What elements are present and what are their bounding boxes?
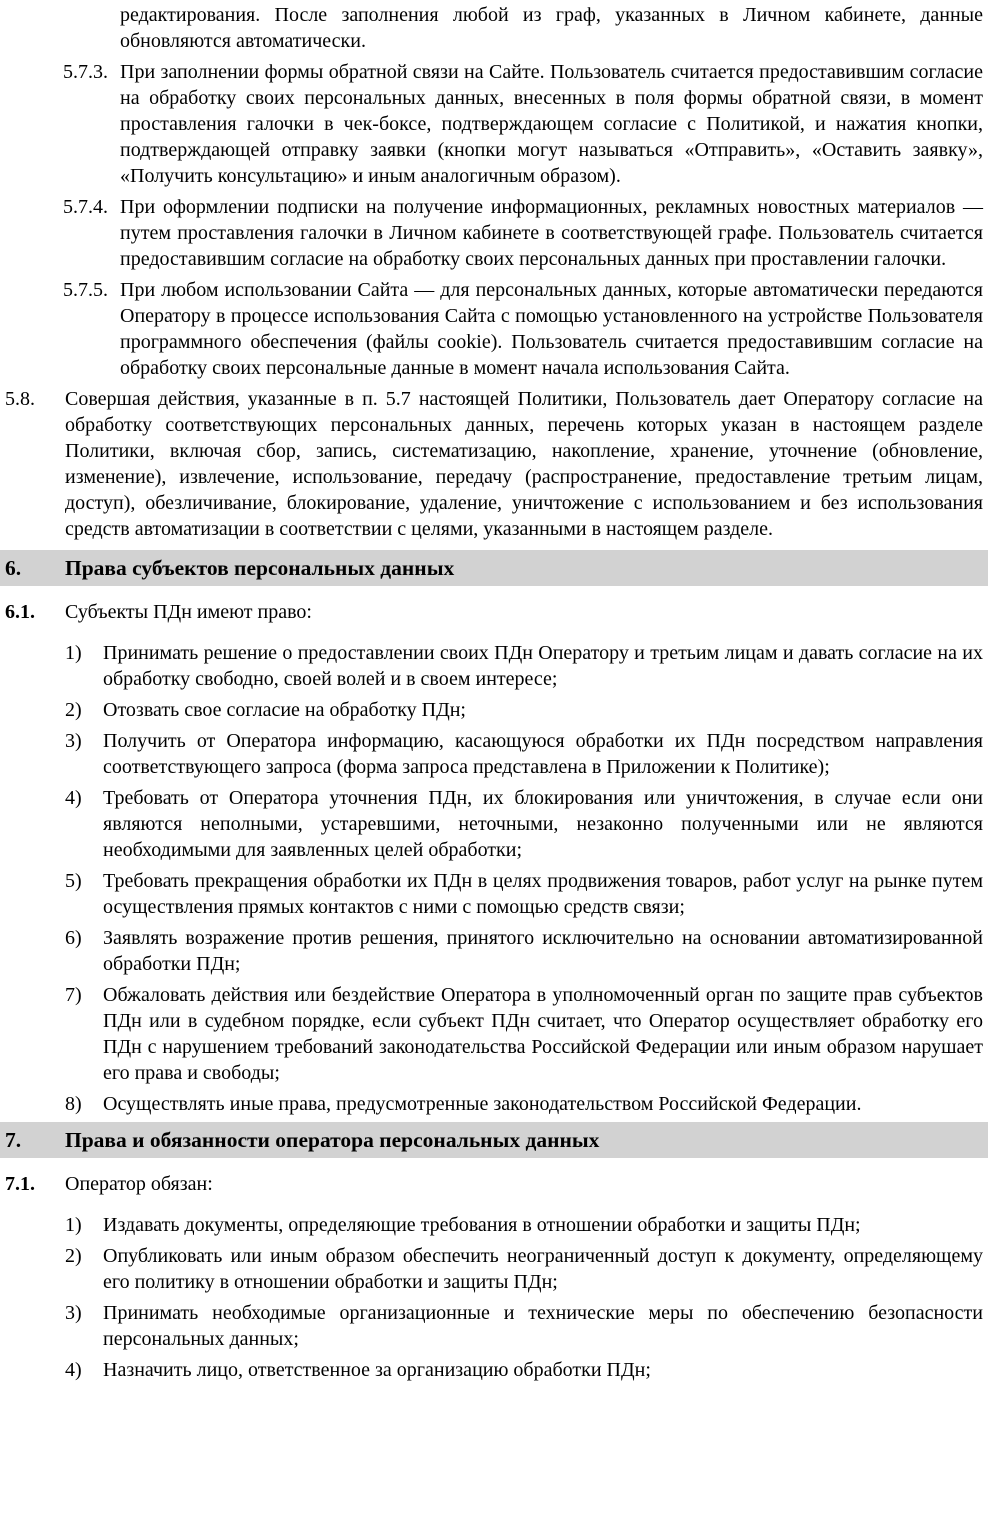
clause-5-7-2-continuation <box>0 2 988 54</box>
clause-number: 5.8. <box>5 388 35 410</box>
list-item-text: Принимать решение о предоставлении своих ПДн Оператору и третьим лицам и давать согласие на их обработку свободно, своей волей и в своем интересе; <box>103 642 983 690</box>
list-item-text: Требовать от Оператора уточнения ПДн, их блокирования или уничтожения, в случае если они являются неполными, устаревшими, неточными, незаконно полученными или не являются необходимыми для заявленных целей обработки; <box>103 787 983 861</box>
clause-number: 5.7.5. <box>63 279 108 301</box>
list-item-text: Требовать прекращения обработки их ПДн в целях продвижения товаров, работ услуг на рынке путем осуществления прямых контактов с ними с помощью средств связи; <box>103 870 983 918</box>
duties-list-item-2 <box>0 1243 988 1295</box>
list-item-number: 1) <box>65 642 82 664</box>
list-item-number: 3) <box>65 1302 82 1324</box>
list-item-text: Получить от Оператора информацию, касающуюся обработки их ПДн посредством направления соответствующего запроса (форма запроса представлена в Приложении к Политике); <box>103 730 983 778</box>
clause-text: редактирования. После заполнения любой из граф, указанных в Личном кабинете, данные обновляются автоматически. <box>120 4 983 52</box>
list-item-number: 6) <box>65 927 82 949</box>
clause-5-7-5 <box>0 277 988 381</box>
list-item-number: 4) <box>65 1359 82 1381</box>
clause-text: При заполнении формы обратной связи на Сайте. Пользователь считается предоставившим согласие на обработку своих персональных данных, внесенных в поля формы обратной связи, в момент проставления галочки в чек-боксе, подтверждающем согласие с Политикой, и нажатия кнопки, подтверждающей отправку заявки (кнопки могут называться «Отправить», «Оставить заявку», «Получить консультацию» и иным аналогичным образом). <box>120 61 983 187</box>
list-item-number: 5) <box>65 870 82 892</box>
clause-text: При любом использовании Сайта — для персональных данных, которые автоматически передаются Оператору в процессе использования Сайта с помощью установленного на устройстве Пользователя программного обеспечения (файлы cookie). Пользователь считается предоставившим согласие на обработку своих персональные данные в момент начала использования Сайта. <box>120 279 983 379</box>
rights-list-item-7 <box>0 982 988 1086</box>
rights-list-item-6 <box>0 925 988 977</box>
rights-list-item-1 <box>0 640 988 692</box>
clause-number: 5.7.4. <box>63 196 108 218</box>
duties-list-item-3 <box>0 1300 988 1352</box>
rights-list-item-8 <box>0 1091 988 1117</box>
list-item-number: 1) <box>65 1214 82 1236</box>
list-item-number: 2) <box>65 1245 82 1267</box>
list-item-number: 4) <box>65 787 82 809</box>
list-item-number: 2) <box>65 699 82 721</box>
section-title: Права субъектов персональных данных <box>65 556 455 580</box>
clause-5-8 <box>0 386 988 542</box>
list-item-text: Обжаловать действия или бездействие Оператора в уполномоченный орган по защите прав субъектов ПДн или в судебном порядке, если субъект ПДн считает, что Оператор осуществляет обработку его ПДн с нарушением требований законодательства Российской Федерации или иным образом нарушает его права и свободы; <box>103 984 983 1084</box>
clause-5-7-3 <box>0 59 988 189</box>
clause-number: 7.1. <box>5 1173 35 1195</box>
clause-5-7-4 <box>0 194 988 272</box>
duties-list-item-1 <box>0 1212 988 1238</box>
section-title: Права и обязанности оператора персональных данных <box>65 1128 600 1152</box>
list-item-number: 7) <box>65 984 82 1006</box>
rights-list-item-2 <box>0 697 988 723</box>
clause-7-1 <box>0 1171 988 1197</box>
clause-6-1 <box>0 599 988 625</box>
section-6-header <box>0 550 988 586</box>
clause-text: Субъекты ПДн имеют право: <box>65 601 312 623</box>
list-item-text: Издавать документы, определяющие требования в отношении обработки и защиты ПДн; <box>103 1214 861 1236</box>
clause-number: 5.7.3. <box>63 61 108 83</box>
section-7-header <box>0 1122 988 1158</box>
list-item-text: Назначить лицо, ответственное за организацию обработки ПДн; <box>103 1359 651 1381</box>
rights-list-item-3 <box>0 728 988 780</box>
list-item-text: Отозвать свое согласие на обработку ПДн; <box>103 699 466 721</box>
section-number: 7. <box>5 1128 22 1152</box>
section-number: 6. <box>5 556 22 580</box>
rights-list-item-5 <box>0 868 988 920</box>
list-item-number: 8) <box>65 1093 82 1115</box>
list-item-text: Заявлять возражение против решения, принятого исключительно на основании автоматизированной обработки ПДн; <box>103 927 983 975</box>
rights-list-item-4 <box>0 785 988 863</box>
list-item-text: Принимать необходимые организационные и технические меры по обеспечению безопасности персональных данных; <box>103 1302 983 1350</box>
duties-list-item-4 <box>0 1357 988 1383</box>
clause-text: При оформлении подписки на получение информационных, рекламных новостных материалов — путем проставления галочки в Личном кабинете в соответствующей графе. Пользователь считается предоставившим согласие на обработку своих персональных данных при проставлении галочки. <box>120 196 983 270</box>
list-item-number: 3) <box>65 730 82 752</box>
list-item-text: Опубликовать или иным образом обеспечить неограниченный доступ к документу, определяющему его политику в отношении обработки и защиты ПДн; <box>103 1245 983 1293</box>
list-item-text: Осуществлять иные права, предусмотренные законодательством Российской Федерации. <box>103 1093 862 1115</box>
clause-text: Оператор обязан: <box>65 1173 213 1195</box>
clause-text: Совершая действия, указанные в п. 5.7 настоящей Политики, Пользователь дает Оператору согласие на обработку соответствующих персональных данных, перечень которых указан в настоящем разделе Политики, включая сбор, запись, систематизацию, накопление, хранение, уточнение (обновление, изменение), извлечение, использование, передачу (распространение, предоставление третьим лицам, доступ), обезличивание, блокирование, удаление, уничтожение с использованием и без использования средств автоматизации в соответствии с целями, указанными в настоящем разделе. <box>65 388 983 540</box>
clause-number: 6.1. <box>5 601 35 623</box>
